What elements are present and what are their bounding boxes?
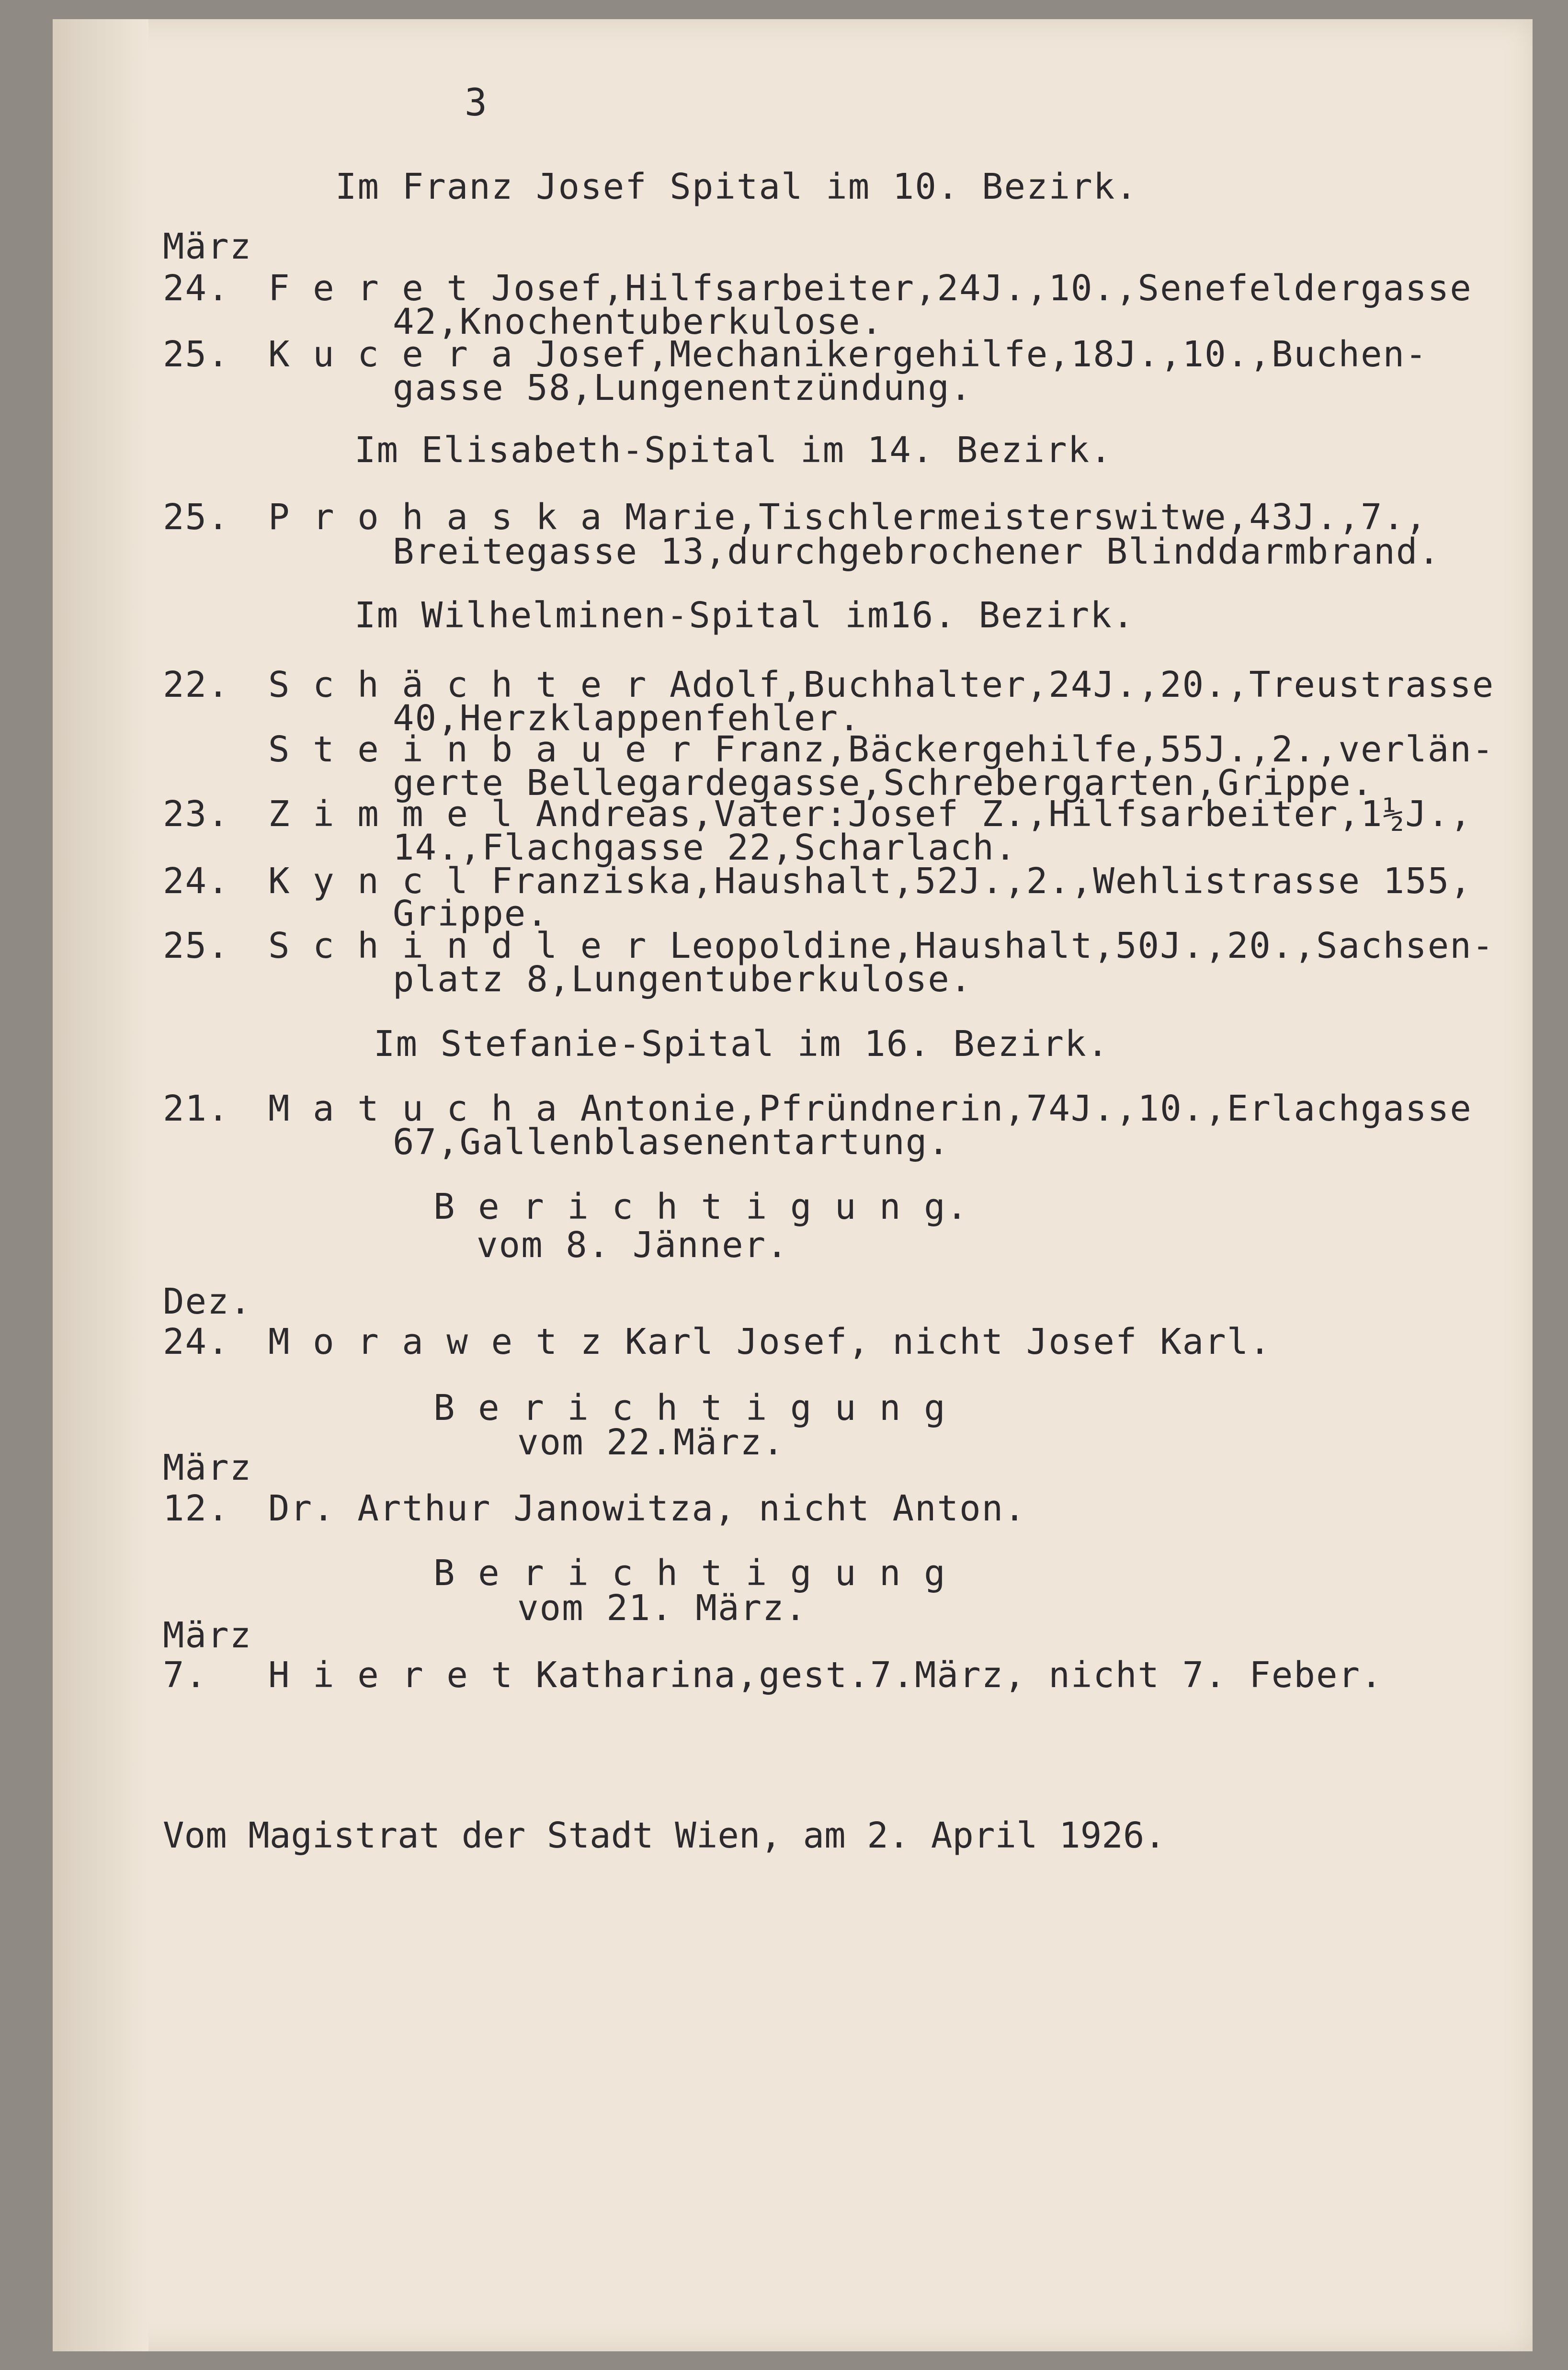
correction-day: 12. — [163, 1488, 230, 1529]
correction-line — [268, 1489, 1026, 1528]
entry-continuation: 40,Herzklappenfehler. — [393, 698, 861, 739]
entry-continuation: Grippe. — [393, 893, 549, 934]
entry-name: K u c e r a — [268, 334, 514, 375]
correction-title: B e r i c h t i g u n g — [433, 1387, 946, 1429]
entry-text: Josef,Mechanikergehilfe,18J.,10.,Buchen- — [513, 334, 1428, 375]
correction-month: März — [163, 1615, 252, 1656]
correction-text: Dr. Arthur Janowitza, nicht Anton. — [268, 1488, 1026, 1529]
correction-day: 7. — [163, 1655, 208, 1696]
page-gutter — [53, 19, 148, 2351]
entry-text: Josef,Hilfsarbeiter,24J.,10.,Senefeldergasse — [468, 268, 1472, 309]
entry-name: K y n c l — [268, 861, 469, 902]
correction-month: März — [163, 1447, 252, 1488]
correction-text: Katharina,gest.7.März, nicht 7. Feber. — [513, 1655, 1383, 1696]
entry-text: Franziska,Haushalt,52J.,2.,Wehlistrasse 155, — [468, 861, 1472, 902]
entry-day: 24. — [163, 268, 230, 309]
correction-subtitle: vom 22.März. — [517, 1422, 785, 1463]
correction-text: Karl Josef, nicht Josef Karl. — [602, 1321, 1272, 1362]
correction-line — [268, 1656, 1383, 1694]
section-heading-wilhelminen: Im Wilhelminen-Spital im16. Bezirk. — [354, 595, 1135, 636]
entry-day: 25. — [163, 497, 230, 538]
entry-text: Franz,Bäckergehilfe,55J.,2.,verlän- — [692, 729, 1495, 770]
correction-subtitle: vom 21. März. — [517, 1588, 807, 1629]
entry-continuation: 67,Gallenblasenentartung. — [393, 1122, 950, 1163]
month-label: März — [163, 226, 252, 267]
entry-text: Antonie,Pfründnerin,74J.,10.,Erlachgasse — [558, 1088, 1472, 1129]
issuer-footer: Vom Magistrat der Stadt Wien, am 2. April 1926. — [163, 1815, 1166, 1856]
correction-subtitle: vom 8. Jänner. — [477, 1225, 789, 1266]
section-heading-stefanie: Im Stefanie-Spital im 16. Bezirk. — [374, 1023, 1110, 1065]
entry-text: Leopoldine,Haushalt,50J.,20.,Sachsen- — [647, 925, 1495, 966]
section-heading-elisabeth: Im Elisabeth-Spital im 14. Bezirk. — [354, 430, 1113, 471]
entry-day: 25. — [163, 334, 230, 375]
correction-day: 24. — [163, 1321, 230, 1362]
entry-text: Andreas,Vater:Josef Z.,Hilfsarbeiter,1½J., — [513, 794, 1472, 835]
correction-title: B e r i c h t i g u n g. — [433, 1186, 969, 1227]
entry-name: P r o h a s k a — [268, 497, 603, 538]
entry-name: S t e i n b a u e r — [268, 729, 692, 770]
entry-line — [268, 498, 1428, 536]
entry-continuation: gasse 58,Lungenentzündung. — [393, 367, 973, 408]
entry-name: S c h ä c h t e r — [268, 664, 648, 705]
entry-day: 24. — [163, 861, 230, 902]
entry-continuation: Breitegasse 13,durchgebrochener Blinddarmbrand. — [393, 531, 1441, 572]
correction-title: B e r i c h t i g u n g — [433, 1553, 946, 1594]
entry-continuation: 42,Knochentuberkulose. — [393, 301, 884, 342]
correction-month: Dez. — [163, 1281, 252, 1322]
correction-name: H i e r e t — [268, 1655, 514, 1696]
entry-day: 21. — [163, 1088, 230, 1129]
entry-day: 22. — [163, 664, 230, 705]
entry-day: 25. — [163, 925, 230, 966]
section-heading-franz-josef: Im Franz Josef Spital im 10. Bezirk. — [335, 166, 1138, 207]
entry-continuation: 14.,Flachgasse 22,Scharlach. — [393, 827, 1017, 868]
entry-continuation: platz 8,Lungentuberkulose. — [393, 959, 973, 1000]
entry-name: F e r e t — [268, 268, 469, 309]
entry-name: Z i m m e l — [268, 794, 514, 835]
entry-day: 23. — [163, 794, 230, 835]
entry-text: Adolf,Buchhalter,24J.,20.,Treustrasse — [647, 664, 1495, 705]
correction-line — [268, 1323, 1272, 1361]
entry-name: M a t u c h a — [268, 1088, 558, 1129]
entry-text: Marie,Tischlermeisterswitwe,43J.,7., — [602, 497, 1428, 538]
correction-name: M o r a w e t z — [268, 1321, 603, 1362]
entry-name: S c h i n d l e r — [268, 925, 648, 966]
entry-continuation: gerte Bellegardegasse,Schrebergarten,Grippe. — [393, 762, 1374, 804]
page-number: 3 — [465, 81, 487, 125]
